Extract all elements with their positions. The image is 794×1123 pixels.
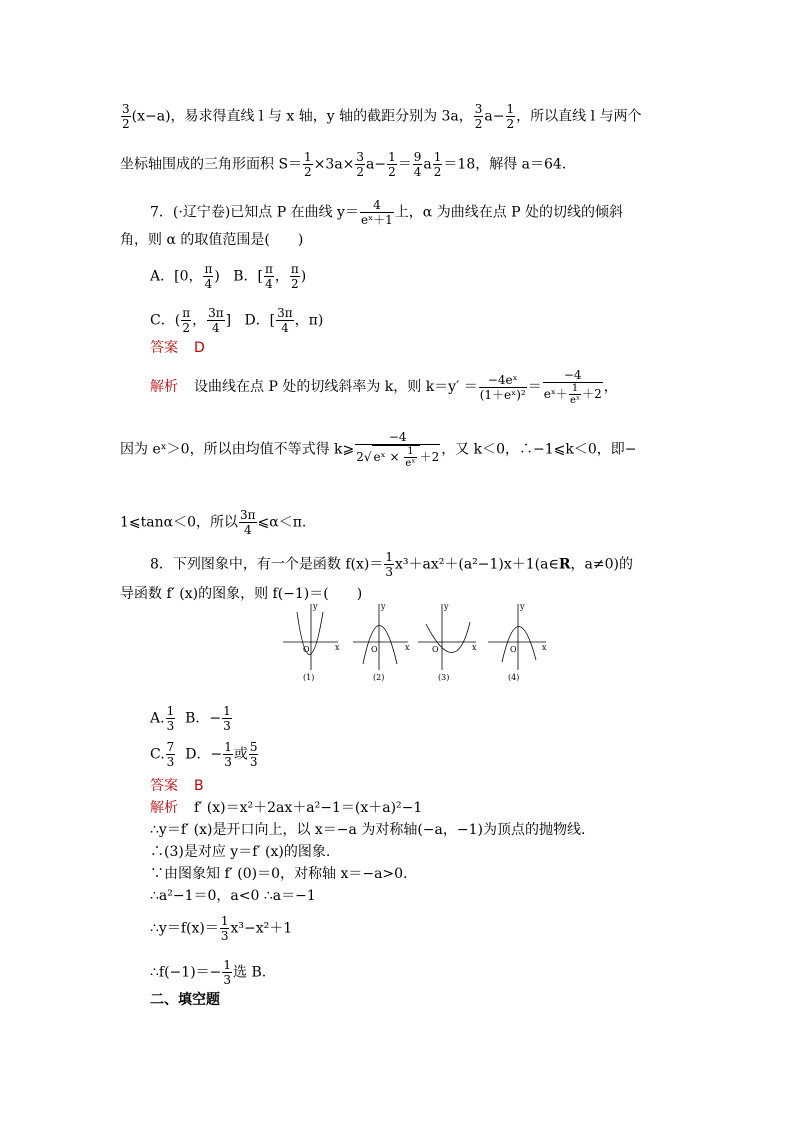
svg-text:x: x [405, 643, 410, 652]
svg-text:x: x [472, 643, 477, 652]
svg-text:y: y [520, 602, 525, 611]
q7-stem-1: 7．(·辽宁卷)已知点 P 在曲线 y＝ $\frac{4}{\text{eˣ＋1}}$ 上，α 为曲线在点 P 处的切线的倾斜 [150, 198, 624, 227]
q7-analysis-3: 1⩽tanα＜0，所以 $\frac{3\pi}{4}$ ⩽α＜π. [120, 508, 307, 537]
q8-analysis-7: ∴f(−1)＝− $\frac{1}{3}$ 选 B. [150, 958, 267, 987]
svg-text:(4): (4) [508, 673, 520, 682]
q8-analysis-2: ∴y＝f′ (x)是开口向上，以 x＝−a 为对称轴(−a，−1)为顶点的抛物线. [150, 822, 586, 838]
svg-text:O: O [371, 645, 378, 654]
svg-text:(1): (1) [303, 673, 315, 682]
graph-2 [353, 602, 410, 682]
q8-analysis-3: ∴(3)是对应 y＝f′ (x)的图象. [150, 844, 331, 860]
svg-text:(3): (3) [438, 673, 450, 682]
q7-stem-2: 角，则 α 的取值范围是( ) [120, 232, 304, 248]
q7-analysis-1: 解析 设曲线在点 P 处的切线斜率为 k，则 k＝y′ ＝ $\frac{\text{−4eˣ}}{\text{(1＋eˣ)²}}$ ＝ −4 eˣ＋ $\frac{1}{\text{eˣ}}$ ＋2 ， [150, 368, 618, 406]
svg-text:y: y [444, 602, 449, 611]
q8-options-ab: A. $\frac{1}{3}$ B．− $\frac{1}{3}$ [150, 704, 231, 733]
q7-answer: 答案 D [150, 340, 205, 356]
graph-3 [418, 602, 477, 682]
graph-figures [283, 602, 553, 686]
q8-analysis-6: ∴y＝f(x)＝ $\frac{1}{3}$ x³−x²＋1 [150, 914, 293, 943]
q7-options-cd: C．( $\frac{\pi}{2}$ ， $\frac{3\pi}{4}$ ] D．[ $\frac{3\pi}{4}$ ，π) [150, 306, 324, 335]
q7-options-ab: A．[0， $\frac{\pi}{4}$ ) B．[ $\frac{\pi}{4}$ ， $\frac{\pi}{2}$ ) [150, 262, 307, 291]
para-line-2: 坐标轴围成的三角形面积 S＝ $\frac{1}{2}$ ×3a× $\frac{3}{2}$ a− $\frac{1}{2}$ ＝ $\frac{9}{4}$ a $\frac{1}{2}$ ＝18，解得 a＝64. [120, 150, 567, 179]
svg-text:y: y [313, 602, 318, 611]
svg-text:O: O [432, 645, 439, 654]
q8-options-cd: C. $\frac{7}{3}$ D．− $\frac{1}{3}$ 或 $\frac{5}{3}$ [150, 740, 258, 769]
svg-text:O: O [303, 645, 310, 654]
section-heading: 二、填空题 [150, 992, 220, 1008]
svg-text:O: O [510, 645, 517, 654]
q8-analysis-4: ∵由图象知 f′ (0)＝0，对称轴 x＝−a>0. [150, 866, 408, 882]
graph-figures-svg [283, 602, 553, 682]
para-line-1: $\frac{3}{2}$ (x−a)，易求得直线 l 与 x 轴，y 轴的截距分别为 3a， $\frac{3}{2}$ a− $\frac{1}{2}$ ，所以直线 l 与两个 [122, 102, 642, 131]
q7-analysis-2: 因为 eˣ＞0，所以由均值不等式得 k⩾ −4 2√ eˣ × $\frac{1}{\text{eˣ}}$ ＋2 ，又 k＜0，∴−1⩽k＜0，即− [120, 430, 637, 469]
q8-stem-1: 8．下列图象中，有一个是函数 f(x)＝ $\frac{1}{3}$ x³＋ax²＋(a²−1)x＋1(a∈R，a≠0)的 [150, 550, 633, 579]
graph-1 [283, 602, 340, 682]
svg-text:x: x [335, 643, 340, 652]
q8-stem-2: 导函数 f′ (x)的图象，则 f(−1)＝( ) [120, 586, 363, 602]
svg-text:y: y [381, 602, 386, 611]
q8-analysis-5: ∴a²−1＝0，a<0 ∴a＝−1 [150, 888, 316, 904]
q8-analysis-1: 解析 f′ (x)＝x²＋2ax＋a²−1＝(x＋a)²−1 [150, 800, 423, 816]
q8-answer: 答案 B [150, 778, 204, 794]
svg-text:x: x [542, 643, 547, 652]
svg-text:(2): (2) [373, 673, 385, 682]
graph-4 [488, 602, 547, 682]
fraction: $\frac{3}{2}$ [122, 102, 130, 131]
